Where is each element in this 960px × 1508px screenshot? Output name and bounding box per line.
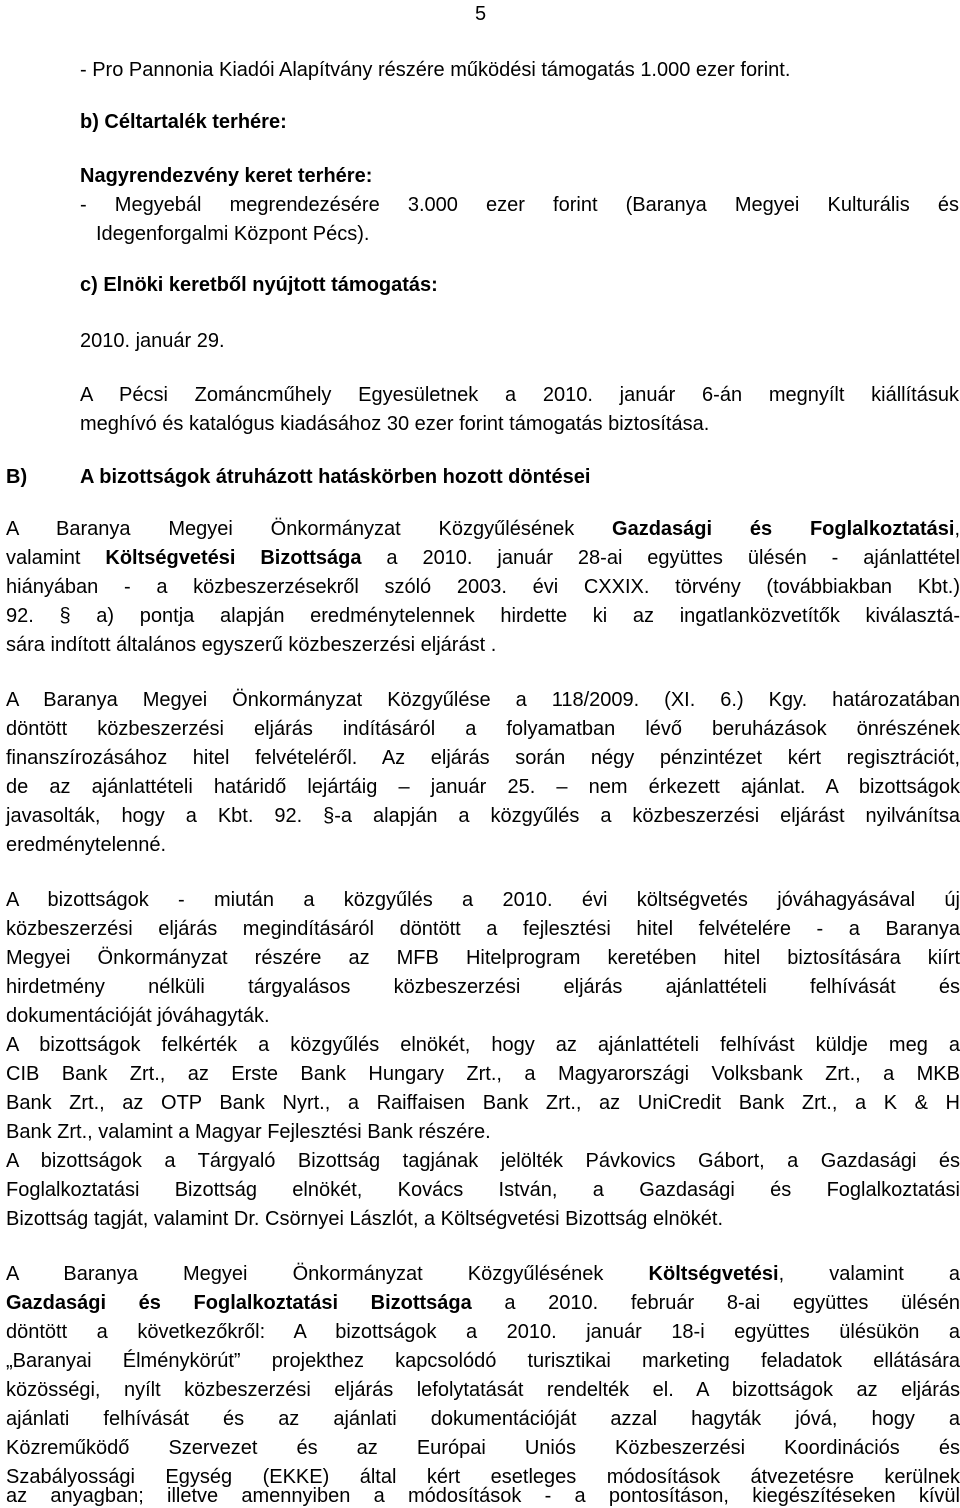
paragraph-line: közbeszerzési eljárás megindításáról döntött a fejlesztési hitel felvételére - a Baranya: [6, 918, 960, 940]
bold-span: Gazdasági és Foglalkoztatási Bizottsága: [6, 1292, 472, 1314]
paragraph-line: döntött közbeszerzési eljárás indításáról a folyamatban lévő beruházások önrészének: [6, 718, 960, 740]
subheading-c: c) Elnöki keretből nyújtott támogatás:: [80, 274, 438, 296]
text-span: , valamint a: [778, 1263, 960, 1285]
paragraph-line: [6, 546, 960, 570]
paragraph-line: [6, 1262, 960, 1286]
paragraph-line: [6, 1291, 960, 1315]
paragraph-line: közösségi, nyílt közbeszerzési eljárás lefolytatását rendelték el. A bizottságok az eljárás: [6, 1379, 960, 1401]
text-line: - Pro Pannonia Kiadói Alapítvány részére működési támogatás 1.000 ezer forint.: [80, 59, 791, 81]
paragraph-line: hirdetmény nélküli tárgyalásos közbeszerzési eljárás ajánlattételi felhívását és: [6, 976, 960, 998]
paragraph-line: 92. § a) pontja alapján eredménytelennek hirdette ki az ingatlanközvetítők kiválasztá-: [6, 605, 960, 627]
bold-span: Költségvetési Bizottsága: [105, 547, 362, 569]
text-span: A Baranya Megyei Önkormányzat Közgyűlésének: [6, 1263, 649, 1285]
text-span: a 2010. január 28-ai együttes ülésén - ajánlattétel: [361, 547, 960, 569]
paragraph-line: ajánlati felhívását és az ajánlati dokumentációját azzal hagyták jóvá, hogy a: [6, 1408, 960, 1430]
paragraph-line: Foglalkoztatási Bizottság elnökét, Kovács István, a Gazdasági és Foglalkoztatási: [6, 1179, 960, 1201]
text-span: ,: [954, 518, 960, 540]
subheading-nagyrendezveny: Nagyrendezvény keret terhére:: [80, 165, 373, 187]
page-number: 5: [475, 3, 487, 25]
section-b-heading: A bizottságok átruházott hatáskörben hozott döntései: [80, 466, 591, 488]
paragraph-line: döntött a következőkről: A bizottságok a 2010. január 18-i együttes ülésükön a: [6, 1321, 960, 1343]
text-line: - Megyebál megrendezésére 3.000 ezer forint (Baranya Megyei Kulturális és: [80, 194, 959, 216]
date-line: 2010. január 29.: [80, 330, 225, 352]
section-b-label: B): [6, 466, 28, 488]
text-line: meghívó és katalógus kiadásához 30 ezer forint támogatás biztosítása.: [80, 413, 710, 435]
paragraph-line: finanszírozásához hitel felvételéről. Az eljárás során négy pénzintézet kért regisztrációt,: [6, 747, 960, 769]
text-span: A Baranya Megyei Önkormányzat Közgyűlésének: [6, 518, 613, 540]
subheading-b: b) Céltartalék terhére:: [80, 111, 287, 133]
text-line: Idegenforgalmi Központ Pécs).: [96, 223, 370, 245]
text-span: valamint: [6, 547, 106, 569]
paragraph-line: Szabályossági Egység (EKKE) által kért esetleges módosítások átvezetésre kerülnek: [6, 1466, 960, 1488]
paragraph-line: [6, 517, 960, 541]
paragraph-line: az anyagban; illetve amennyiben a módosítások - a pontosításon, kiegészítéseken kívül: [6, 1485, 960, 1507]
paragraph-line: javasolták, hogy a Kbt. 92. §-a alapján a közgyűlés a közbeszerzési eljárást nyilvánítsa: [6, 805, 960, 827]
paragraph-line: Bizottság tagját, valamint Dr. Csörnyei Lászlót, a Költségvetési Bizottság elnökét.: [6, 1208, 724, 1230]
paragraph-line: eredménytelenné.: [6, 834, 167, 856]
paragraph-line: CIB Bank Zrt., az Erste Bank Hungary Zrt., a Magyarországi Volksbank Zrt., a MKB: [6, 1063, 960, 1085]
bold-span: Költségvetési: [648, 1263, 779, 1285]
paragraph-line: A bizottságok a Tárgyaló Bizottság tagjának jelölték Pávkovics Gábort, a Gazdasági és: [6, 1150, 960, 1172]
bold-span: Gazdasági és Foglalkoztatási: [612, 518, 955, 540]
paragraph-line: sára indított általános egyszerű közbeszerzési eljárást .: [6, 634, 497, 656]
paragraph-line: dokumentációját jóváhagyták.: [6, 1005, 270, 1027]
text-span: a 2010. február 8-ai együttes ülésén: [471, 1292, 960, 1314]
paragraph-line: „Baranyai Élménykörút” projekthez kapcsolódó turisztikai marketing feladatok ellátására: [6, 1350, 960, 1372]
text-line: A Pécsi Zománcműhely Egyesületnek a 2010. január 6-án megnyílt kiállításuk: [80, 384, 959, 406]
paragraph-line: A bizottságok - miután a közgyűlés a 2010. évi költségvetés jóváhagyásával új: [6, 889, 960, 911]
paragraph-line: A Baranya Megyei Önkormányzat Közgyűlése a 118/2009. (XI. 6.) Kgy. határozatában: [6, 689, 960, 711]
paragraph-line: A bizottságok felkérték a közgyűlés elnökét, hogy az ajánlattételi felhívást küldje meg a: [6, 1034, 960, 1056]
paragraph-line: Bank Zrt., az OTP Bank Nyrt., a Raiffaisen Bank Zrt., az UniCredit Bank Zrt., a K & H: [6, 1092, 960, 1114]
paragraph-line: Közreműködő Szervezet és az Európai Uniós Közbeszerzési Koordinációs és: [6, 1437, 960, 1459]
paragraph-line: hiányában - a közbeszerzésekről szóló 2003. évi CXXIX. törvény (továbbiakban Kbt.): [6, 576, 960, 598]
paragraph-line: Bank Zrt., valamint a Magyar Fejlesztési Bank részére.: [6, 1121, 491, 1143]
paragraph-line: de az ajánlattételi határidő lejártáig – január 25. – nem érkezett ajánlat. A bizottságok: [6, 776, 960, 798]
paragraph-line: Megyei Önkormányzat részére az MFB Hitelprogram keretében hitel biztosítására kiírt: [6, 947, 960, 969]
